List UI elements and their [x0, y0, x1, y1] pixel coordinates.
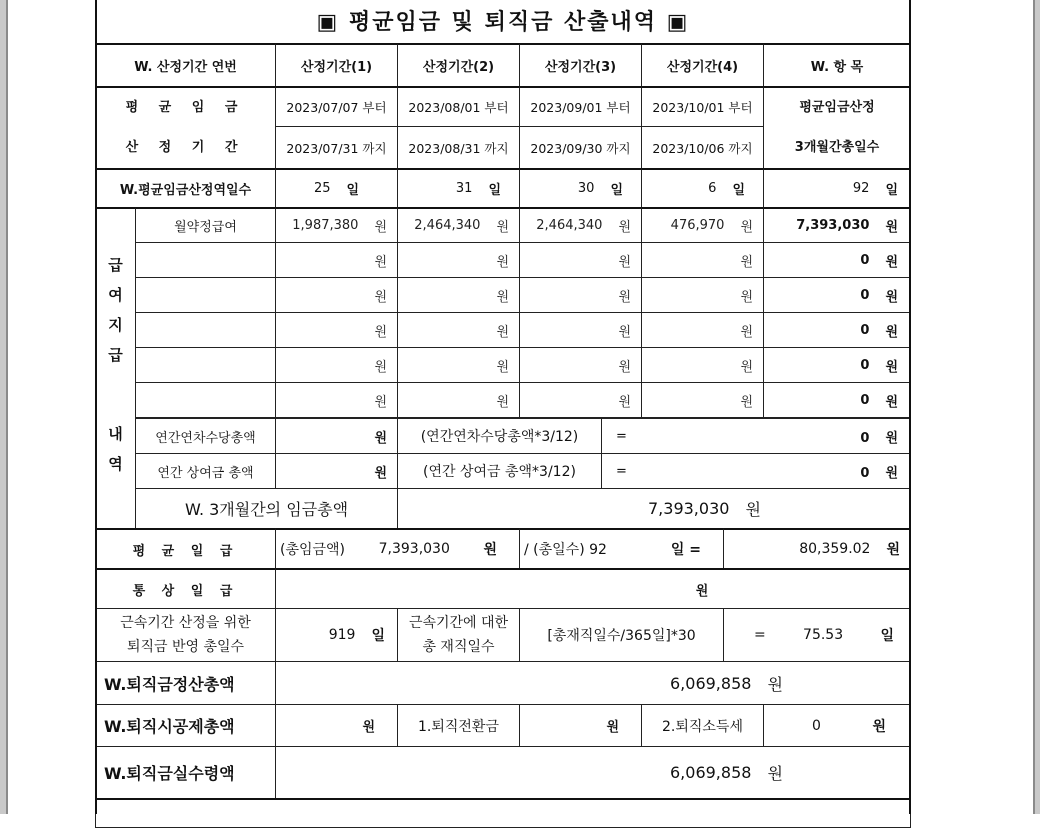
side-char: 내	[108, 424, 123, 443]
wage-period-4-cell	[641, 242, 764, 278]
employment-formula: [총재직일수/365일]*30	[519, 608, 724, 662]
won-unit: 원	[362, 720, 375, 735]
retirement-conversion-value	[519, 704, 642, 747]
header-item: W. 항 목	[763, 43, 911, 87]
wage-total-amount: 0	[860, 357, 870, 373]
side-char: 역	[108, 454, 123, 473]
avg-daily-total-wage	[275, 528, 520, 569]
annual-leave-label: 연간연차수당총액	[135, 418, 276, 454]
severance-total-label: W.퇴직금정산총액	[95, 661, 276, 705]
won-unit: 원	[374, 394, 387, 410]
header-period-4: 산정기간(4)	[641, 43, 764, 87]
service-days-label	[95, 608, 276, 662]
won-unit: 원	[374, 430, 387, 446]
header-period-2: 산정기간(2)	[397, 43, 520, 87]
won-unit: 원	[885, 394, 898, 410]
avg-wage-period-label	[95, 86, 276, 169]
avg-wage-label-bottom: 산 정 기 간	[125, 140, 246, 155]
wage-item-total	[763, 312, 911, 348]
wage-period-1-cell	[275, 277, 398, 313]
wage-total-amount: 0	[860, 322, 870, 338]
annual-bonus-amount	[275, 453, 398, 489]
service-days-value: 919	[328, 627, 356, 643]
days-value: 30	[577, 181, 595, 196]
wage-section-side-label	[95, 207, 136, 489]
wage-total-amount: 0	[860, 287, 870, 303]
days-value: 6	[708, 181, 717, 196]
won-unit: 원	[740, 359, 753, 375]
wage-period-1-cell	[275, 242, 398, 278]
days-unit: 일	[732, 183, 745, 198]
total-days-item-label	[763, 86, 911, 169]
wage-item-name	[135, 242, 276, 278]
service-days	[275, 608, 398, 662]
wage-item-total	[763, 207, 911, 243]
side-char: 급	[108, 345, 123, 364]
footer-note-clipped	[95, 798, 911, 828]
service-label-line1: 근속기간 산정을 위한	[120, 615, 251, 631]
net-pay-value	[275, 746, 911, 799]
won-unit: 원	[885, 220, 898, 235]
avg-daily-result	[723, 528, 911, 569]
wage-amount: 2,464,340	[414, 218, 481, 233]
won-unit: 원	[885, 254, 898, 270]
three-month-total-value	[397, 488, 911, 529]
won-unit: 원	[767, 764, 783, 783]
wage-total-amount: 0	[860, 252, 870, 268]
wage-period-3-cell	[519, 347, 642, 383]
won-unit: 원	[496, 359, 509, 375]
days-unit: 일	[371, 628, 385, 644]
header-period-1: 산정기간(1)	[275, 43, 398, 87]
period-1-from: 2023/07/07 부터	[275, 86, 398, 127]
period-1-days	[275, 168, 398, 208]
won-unit: 원	[374, 220, 387, 235]
won-unit: 원	[767, 674, 783, 694]
ordinary-daily-label: 통 상 일 급	[95, 568, 276, 609]
won-unit: 원	[740, 289, 753, 305]
wage-period-4-cell	[641, 347, 764, 383]
three-month-total-amount: 7,393,030	[648, 499, 730, 518]
annual-bonus-result-value: 0	[860, 465, 870, 481]
wage-period-4-cell	[641, 382, 764, 418]
total-days-value: 92	[589, 542, 607, 558]
annual-leave-amount	[275, 418, 398, 454]
wage-period-4-cell	[641, 312, 764, 348]
won-unit: 원	[618, 220, 631, 235]
won-unit: 원	[374, 465, 387, 481]
side-char: 급	[108, 255, 123, 274]
wage-period-2-cell	[397, 382, 520, 418]
wage-period-1-cell	[275, 382, 398, 418]
period-2-from: 2023/08/01 부터	[397, 86, 520, 127]
wage-item-total	[763, 382, 911, 418]
ordinary-daily-value	[275, 568, 911, 609]
days-unit: 일	[880, 628, 894, 644]
period-2-days	[397, 168, 520, 208]
income-tax-amount: 0	[812, 717, 821, 734]
annual-bonus-result	[601, 453, 911, 489]
won-unit: 원	[740, 220, 753, 235]
won-unit: 원	[618, 254, 631, 270]
wage-item-name	[135, 382, 276, 418]
total-employment-label	[397, 608, 520, 662]
header-period-3: 산정기간(3)	[519, 43, 642, 87]
won-unit: 원	[374, 324, 387, 340]
net-pay-label: W.퇴직금실수령액	[95, 746, 276, 799]
period-3-from: 2023/09/01 부터	[519, 86, 642, 127]
won-unit: 원	[885, 324, 898, 340]
employment-label-line2: 총 재직일수	[422, 639, 495, 655]
won-unit: 원	[740, 254, 753, 270]
won-unit: 원	[886, 542, 900, 558]
wage-item-total	[763, 347, 911, 383]
wage-item-name: 월약정급여	[135, 207, 276, 243]
annual-leave-result-value: 0	[860, 430, 870, 446]
wage-amount: 476,970	[670, 218, 725, 233]
days-unit: 일	[885, 183, 898, 198]
days-unit: 일	[346, 183, 360, 198]
side-char: 지	[108, 315, 123, 334]
won-unit: 원	[885, 289, 898, 305]
won-unit: 원	[885, 359, 898, 375]
side-label-ext	[95, 488, 136, 529]
period-3-to: 2023/09/30 까지	[519, 126, 642, 169]
severance-total-amount: 6,069,858	[670, 673, 752, 693]
wage-period-3-cell	[519, 382, 642, 418]
wage-period-4-cell	[641, 207, 764, 243]
annual-leave-result	[601, 418, 911, 454]
won-unit: 원	[745, 500, 761, 519]
wage-total-amount: 0	[860, 392, 870, 408]
period-3-days	[519, 168, 642, 208]
equals-sign: =	[616, 463, 627, 479]
calendar-days-label: W.평균임금산정역일수	[95, 168, 276, 208]
retirement-income-tax-label: 2.퇴직소득세	[641, 704, 764, 747]
won-unit: 원	[885, 465, 898, 481]
period-4-to: 2023/10/06 까지	[641, 126, 764, 169]
service-label-line2: 퇴직금 반영 총일수	[126, 639, 245, 655]
severance-total-value	[275, 661, 911, 705]
employment-result-value: 75.53	[803, 627, 844, 643]
wage-period-3-cell	[519, 207, 642, 243]
period-1-to: 2023/07/31 까지	[275, 126, 398, 169]
net-pay-amount: 6,069,858	[670, 763, 752, 782]
item-label-bottom: 3개월간총일수	[794, 140, 880, 155]
avg-wage-label-top: 평 균 임 금	[125, 100, 246, 115]
wage-item-name	[135, 347, 276, 383]
equals-sign: =	[616, 428, 627, 444]
won-unit: 원	[374, 289, 387, 305]
won-unit: 원	[618, 289, 631, 305]
retirement-conversion-label: 1.퇴직전환금	[397, 704, 520, 747]
days-value: 25	[313, 181, 331, 196]
won-unit: 원	[740, 394, 753, 410]
wage-item-name	[135, 312, 276, 348]
total-wage-label: (총임금액)	[280, 542, 346, 558]
won-unit: 원	[618, 324, 631, 340]
days-unit: 일 =	[670, 542, 701, 558]
won-unit: 원	[496, 394, 509, 410]
annual-bonus-formula: (연간 상여금 총액*3/12)	[397, 453, 602, 489]
annual-bonus-label: 연간 상여금 총액	[135, 453, 276, 489]
side-char: 여	[108, 285, 123, 304]
wage-period-2-cell	[397, 312, 520, 348]
wage-item-name	[135, 277, 276, 313]
wage-period-1-cell	[275, 312, 398, 348]
deductions-label: W.퇴직시공제총액	[95, 704, 276, 747]
period-4-days	[641, 168, 764, 208]
period-4-from: 2023/10/01 부터	[641, 86, 764, 127]
won-unit: 원	[740, 324, 753, 340]
won-unit: 원	[496, 324, 509, 340]
won-unit: 원	[606, 720, 619, 735]
wage-period-2-cell	[397, 277, 520, 313]
won-unit: 원	[618, 394, 631, 410]
days-value: 31	[455, 181, 473, 196]
wage-period-2-cell	[397, 347, 520, 383]
period-2-to: 2023/08/31 까지	[397, 126, 520, 169]
employment-result	[723, 608, 911, 662]
wage-period-1-cell	[275, 207, 398, 243]
wage-item-total	[763, 277, 911, 313]
wage-item-total	[763, 242, 911, 278]
won-unit: 원	[374, 359, 387, 375]
days-unit: 일	[610, 183, 623, 198]
item-label-top: 평균임금산정	[799, 100, 875, 115]
days-unit: 일	[488, 183, 501, 198]
wage-period-3-cell	[519, 312, 642, 348]
won-unit: 원	[872, 718, 886, 735]
deductions-total	[275, 704, 398, 747]
wage-amount: 1,987,380	[292, 218, 359, 233]
wage-total-amount: 7,393,030	[796, 218, 870, 233]
wage-period-3-cell	[519, 242, 642, 278]
wage-period-2-cell	[397, 242, 520, 278]
page-frame-left	[0, 0, 8, 814]
total-wage-value: 7,393,030	[378, 541, 450, 557]
won-unit: 원	[618, 359, 631, 375]
wage-period-3-cell	[519, 277, 642, 313]
won-unit: 원	[496, 289, 509, 305]
won-unit: 원	[885, 430, 898, 446]
wage-period-4-cell	[641, 277, 764, 313]
three-month-total-label: W. 3개월간의 임금총액	[135, 488, 398, 529]
document-title: ▣ 평균임금 및 퇴직금 산출내역 ▣	[95, 0, 911, 44]
avg-daily-total-days	[519, 528, 724, 569]
avg-daily-value: 80,359.02	[799, 541, 871, 557]
retirement-income-tax-value	[763, 704, 911, 747]
total-days-value: 92	[852, 181, 870, 196]
header-period-index: W. 산정기간 연번	[95, 43, 276, 87]
avg-daily-label: 평 균 일 급	[95, 528, 276, 569]
page-frame-right	[1033, 0, 1040, 814]
won-unit: 원	[496, 220, 509, 235]
wage-period-1-cell	[275, 347, 398, 383]
total-days	[763, 168, 911, 208]
employment-label-line1: 근속기간에 대한	[408, 615, 509, 631]
equals-sign: =	[754, 627, 766, 643]
won-unit: 원	[374, 254, 387, 270]
wage-amount: 2,464,340	[536, 218, 603, 233]
total-days-label: / (총일수)	[524, 542, 585, 558]
won-unit: 원	[496, 254, 509, 270]
severance-calculation-sheet	[95, 0, 911, 814]
won-unit: 원	[695, 583, 709, 599]
annual-leave-formula: (연간연차수당총액*3/12)	[397, 418, 602, 454]
won-unit: 원	[483, 542, 497, 558]
wage-period-2-cell	[397, 207, 520, 243]
